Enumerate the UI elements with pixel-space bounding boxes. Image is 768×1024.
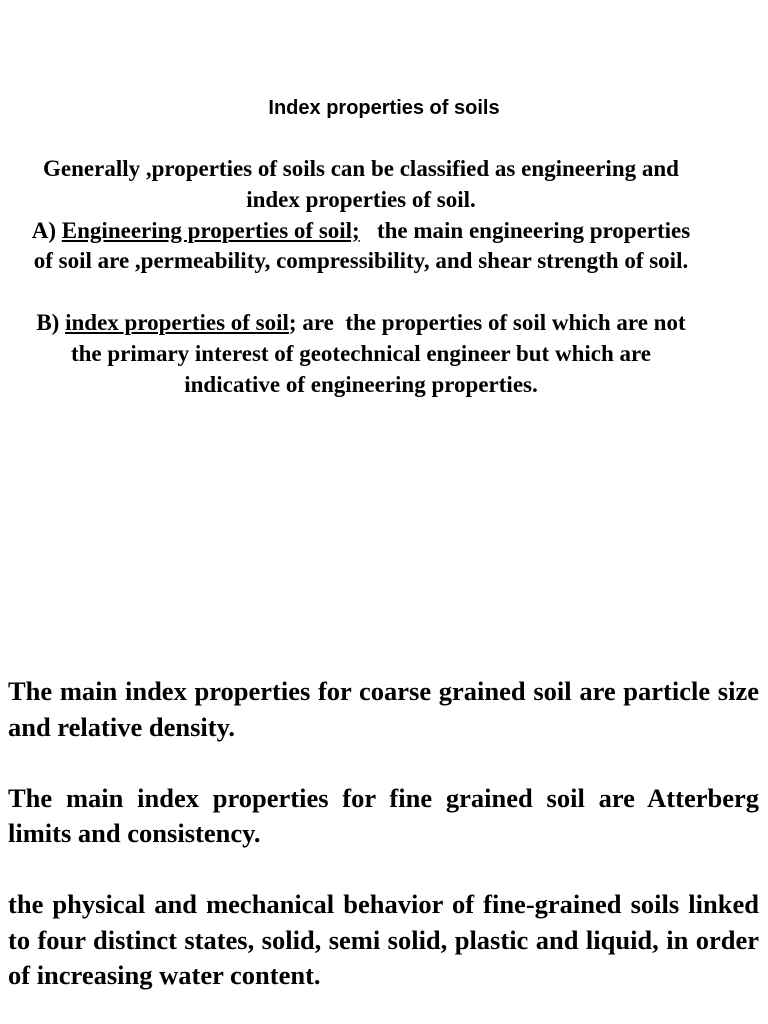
section-a [30, 216, 696, 278]
section-a-text: the main engineering properties of soil are ,permeability, compressibility, and shear strength of soil. [33, 217, 696, 274]
section-b-prefix: B) [36, 309, 66, 335]
coarse-grained-paragraph: The main index properties for coarse grained soil are particle size and relative density. [8, 676, 759, 742]
section-b [30, 308, 692, 400]
intro-text: Generally ,properties of soils can be classified as engineering and index properties of soil. [43, 156, 679, 212]
spacer [30, 277, 692, 308]
section-b-text: ; are the properties of soil which are not the primary interest of geotechnical engineer but which are indicative of engineering properties. [70, 309, 692, 397]
fine-grained-paragraph: The main index properties for fine grained soil are Atterberg limits and consistency. [8, 782, 759, 848]
section-a-term: Engineering properties of soil; [61, 217, 360, 243]
definitions-block [30, 154, 696, 400]
index-properties-notes [8, 674, 759, 994]
section-a-prefix: A) [31, 217, 62, 243]
soil-states-paragraph: the physical and mechanical behavior of fine-grained soils linked to four distinct states, solid, semi solid, plastic and liquid, in order of increasing water content. [8, 889, 759, 990]
page-title: Index properties of soils [268, 97, 500, 119]
section-b-term: index properties of soil [65, 309, 289, 335]
